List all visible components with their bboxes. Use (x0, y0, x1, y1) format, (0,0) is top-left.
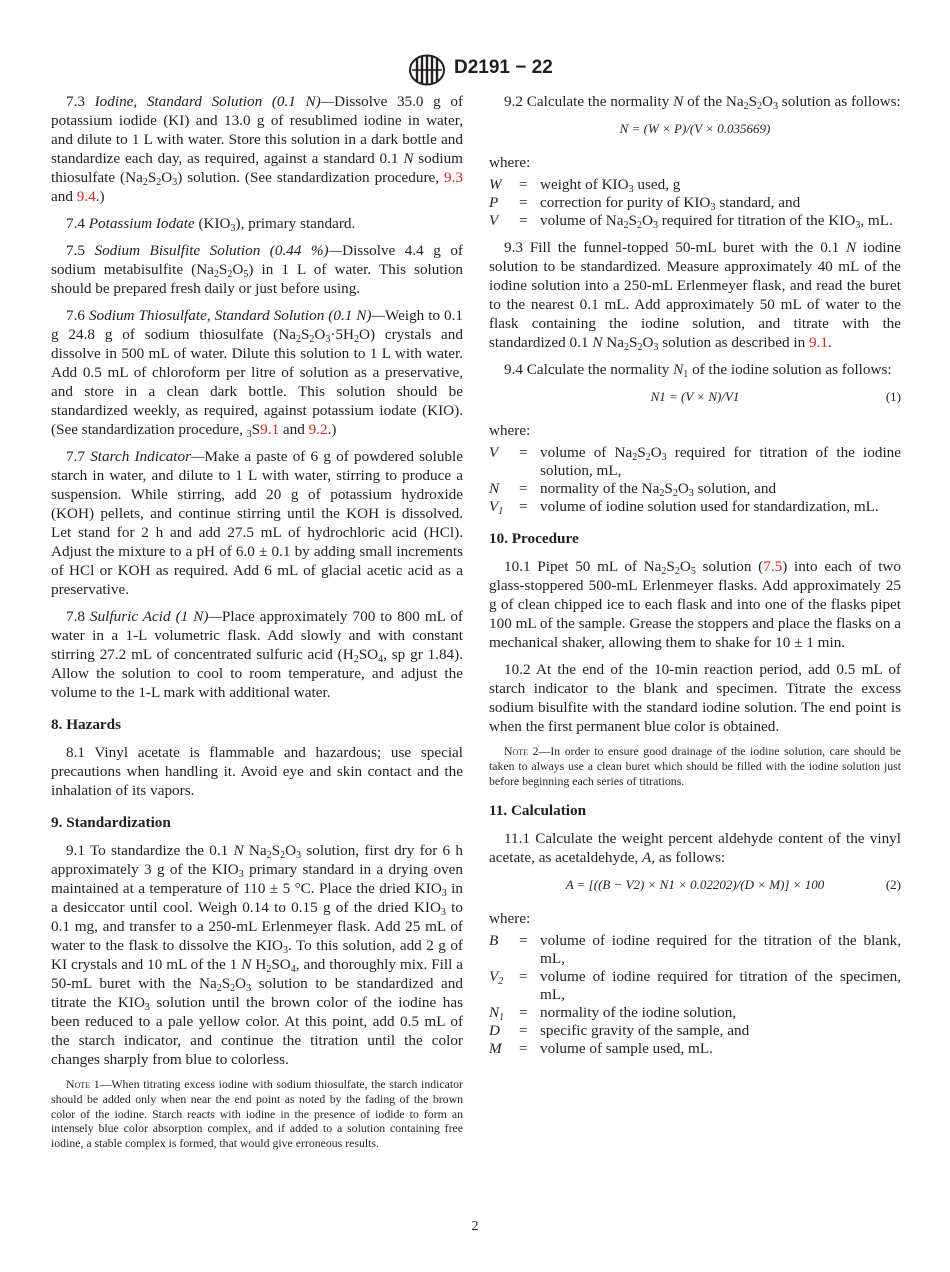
paragraph-11-1: 11.1 Calculate the weight percent aldehyde content of the vinyl acetate, as acetaldehyde, A, as follows: (489, 830, 901, 867)
note-1: Note 1—When titrating excess iodine with sodium thiosulfate, the starch indicator should be added only when near the end point as noted by the fading of the brown color of the iodine. Starch reacts with iodine in the presence of iodide to form an intensely blue color absorption complex, and if added to a solution containing free iodine, a stable complex is formed, that would give erroneous results. (51, 1077, 463, 1151)
paragraph-9-1: 9.1 To standardize the 0.1 N $Na_2S_2O_3$ solution, first dry for 6 h approximately 3 g of the $KIO_3$ primary standard in a drying oven maintained at a temperature of 110 ± 5 °C. Place the dried $KIO_3$ in a desiccator until cool. Weigh 0.14 to 0.15 g of the dried $KIO_3$ to 0.1 mg, and transfer to a 250-mL Erlenmeyer flask. Add 25 mL of water to the flask to dissolve the $KIO_3$. To this solution, add 2 g of KI crystals and 10 mL of the 1 N $H_2SO_4$, and thoroughly mix. Fill a 50-mL buret with the $Na_2S_2O_3$ solution to be standardized and titrate the $KIO_3$ solution until the brown color of the iodine has been reduced to a pale yellow color. At this point, add 0.5 mL of the starch indicator, and continue the titration until the color changes sharply from blue to colorless. (51, 842, 464, 1068)
xref-9-1[interactable]: 9.1 (260, 421, 280, 438)
xref-9-1[interactable]: 9.1 (809, 334, 828, 351)
paragraph-7-4: 7.4 Potassium Iodate $(KIO_3)$, primary standard. (66, 215, 356, 234)
paragraph-7-8: 7.8 Sulfuric Acid (1 N)—Place approximately 700 to 800 mL of water in a 1-L volumetric flask. Add slowly and with constant stirring 27.2 mL of concentrated sulfuric acid ($H_2SO_4$, sp gr 1.84). Allow the solution to cool to room temperature, and adjust the volume to the 1-L mark with additional water. (51, 608, 464, 701)
section-heading-9: 9. Standardization (51, 814, 171, 831)
section-heading-8: 8. Hazards (51, 716, 122, 733)
xref-9-2[interactable]: 9.2 (308, 421, 328, 438)
xref-7-5[interactable]: 7.5 (763, 558, 783, 575)
paragraph-7-7: 7.7 Starch Indicator—Make a paste of 6 g of powdered soluble starch in water, and dilute to 1 L with water, stirring to produce a suspension. While stirring, add 20 g of potassium hydroxide (KOH) pellets, and continue stirring until the KOH is dissolved. Let stand for 2 h and add 27.5 mL of hydrochloric acid (HCl). Adjust the mixture to a pH of 6.0 ± 0.1 by adding small increments of HCl or KOH as required. Add 6 mL of glacial acetic acid as a preservative. (51, 448, 463, 598)
variable-row: $V_1$ = volume of iodine solution used for standardization, mL. (489, 498, 879, 517)
document-designation: D2191 − 22 (454, 57, 553, 78)
paragraph-9-2: 9.2 Calculate the normality N of the $Na_2S_2O_3$ solution as follows: (504, 93, 901, 112)
paragraph-7-3: 7.3 Iodine, Standard Solution (0.1 N)—Dissolve 35.0 g of potassium iodide (KI) and 13.0 g of resublimed iodine in water, and dilute to 1 L with water. Store this solution in a dark bottle and standardize each day, as required, against a standard 0.1 N sodium thiosulfate $(Na_2S_2O_3)$ solution. (See standardization procedure, 9.3 and 9.4.) (51, 93, 464, 205)
paragraph-8-1: 8.1 Vinyl acetate is flammable and hazardous; use special precautions when handling it. Avoid eye and skin contact and the inhalation of its vapors. (51, 744, 463, 799)
paragraph-7-5: 7.5 Sodium Bisulfite Solution (0.44 %)—Dissolve 4.4 g of sodium metabisulfite $(Na_2S_2O_5)$ in 1 L of water. This solution should be prepared fresh daily or just before using. (51, 242, 464, 297)
variable-row: V = volume of $Na_2S_2O_3$ required for titration of the $KIO_3$, mL. (489, 212, 893, 231)
equation-number: (1) (885, 389, 901, 404)
where-label: where: (489, 154, 531, 171)
page-header (0, 54, 950, 90)
astm-logo-icon (408, 54, 446, 86)
xref-9-3[interactable]: 9.3 (444, 169, 463, 186)
page-number: 2 (471, 1219, 479, 1234)
where-label: where: (489, 910, 531, 928)
variable-row: M = volume of sample used, mL. (489, 1040, 713, 1058)
variable-row: $V_2$ = volume of iodine required for titration of the specimen, mL, (489, 968, 901, 1004)
variable-row: B = volume of iodine required for the titration of the blank, mL, (489, 932, 901, 968)
paragraph-10-2: 10.2 At the end of the 10-min reaction period, add 0.5 mL of starch indicator to the blank and specimen. Titrate the excess sodium bisulfite with the standard iodine solution. The end point is when the first permanent blue color is obtained. (489, 661, 901, 735)
paragraph-9-4: 9.4 Calculate the normality $N_1$ of the iodine solution as follows: (504, 361, 892, 380)
section-heading-11: 11. Calculation (489, 802, 587, 820)
variable-row: N = normality of the $Na_2S_2O_3$ solution, and (489, 480, 777, 499)
left-column (51, 92, 463, 1159)
right-column (489, 92, 901, 1066)
where-label: where: (489, 422, 531, 439)
paragraph-9-3: 9.3 Fill the funnel-topped 50-mL buret with the 0.1 N iodine solution to be standardized. Measure approximately 40 mL of the iodine solution into a 250-mL Erlenmeyer flask, and read the buret to the nearest 0.1 mL. Add approximately 50 mL of water to the flask containing the iodine solution, and titrate with the standardized 0.1 N $Na_2S_2O_3$ solution as described in 9.1. (489, 239, 901, 353)
variable-list-9-2 (489, 176, 901, 230)
equation-1: N1 = (V × N)/V1 (1) (489, 387, 901, 407)
variable-list-9-4 (489, 444, 901, 516)
variable-row: $N_1$ = normality of the iodine solution, (489, 1004, 737, 1024)
note-2: Note 2—In order to ensure good drainage of the iodine solution, care should be taken to always use a clean buret which should be filled with the iodine solution just before beginning each series of titrations. (489, 744, 901, 788)
variable-row: P = correction for purity of $KIO_3$ standard, and (489, 194, 801, 213)
variable-row: V = volume of $Na_2S_2O_3$ required for titration of the iodine solution, mL, (489, 444, 902, 479)
variable-row: W = weight of $KIO_3$ used, g (489, 176, 681, 195)
xref-9-4[interactable]: 9.4 (76, 188, 96, 205)
section-heading-10: 10. Procedure (489, 530, 579, 547)
equation-number: (2) (885, 877, 901, 893)
paragraph-7-6: 7.6 Sodium Thiosulfate, Standard Solution (0.1 N)—Weigh to 0.1 g 24.8 g of sodium thiosulfate $(Na_2S_2O_3\cdot 5H_2O)$ crystals and dissolve in 500 mL of water. Dilute this solution to 1 L with water. Add 0.5 mL of chloroform per litre of solution as a preservative, and store in a clean dark bottle. This solution should be standardized weekly, as required, against potassium iodate (KIO). (See standardization procedure, $_3$S9.1 and 9.2.) (51, 307, 463, 440)
variable-list-11-1 (489, 932, 901, 1058)
equation-normality: N = (W × P)/(V × 0.035669) (619, 121, 771, 136)
paragraph-10-1: 10.1 Pipet 50 mL of $Na_2S_2O_5$ solution (7.5) into each of two glass-stoppered 500-mL Erlenmeyer flasks. Add approximately 25 g of clean chipped ice to each flask and into one of the flasks pipet 100 mL of the sample. Grease the stoppers and place the flasks on a mechanical shaker, allowing them to shake for 10 ± 1 min. (489, 558, 901, 651)
variable-row: D = specific gravity of the sample, and (489, 1022, 750, 1040)
equation-2: A = [((B − V2) × N1 × 0.02202)/(D × M)] × 100 (2) (489, 875, 901, 895)
